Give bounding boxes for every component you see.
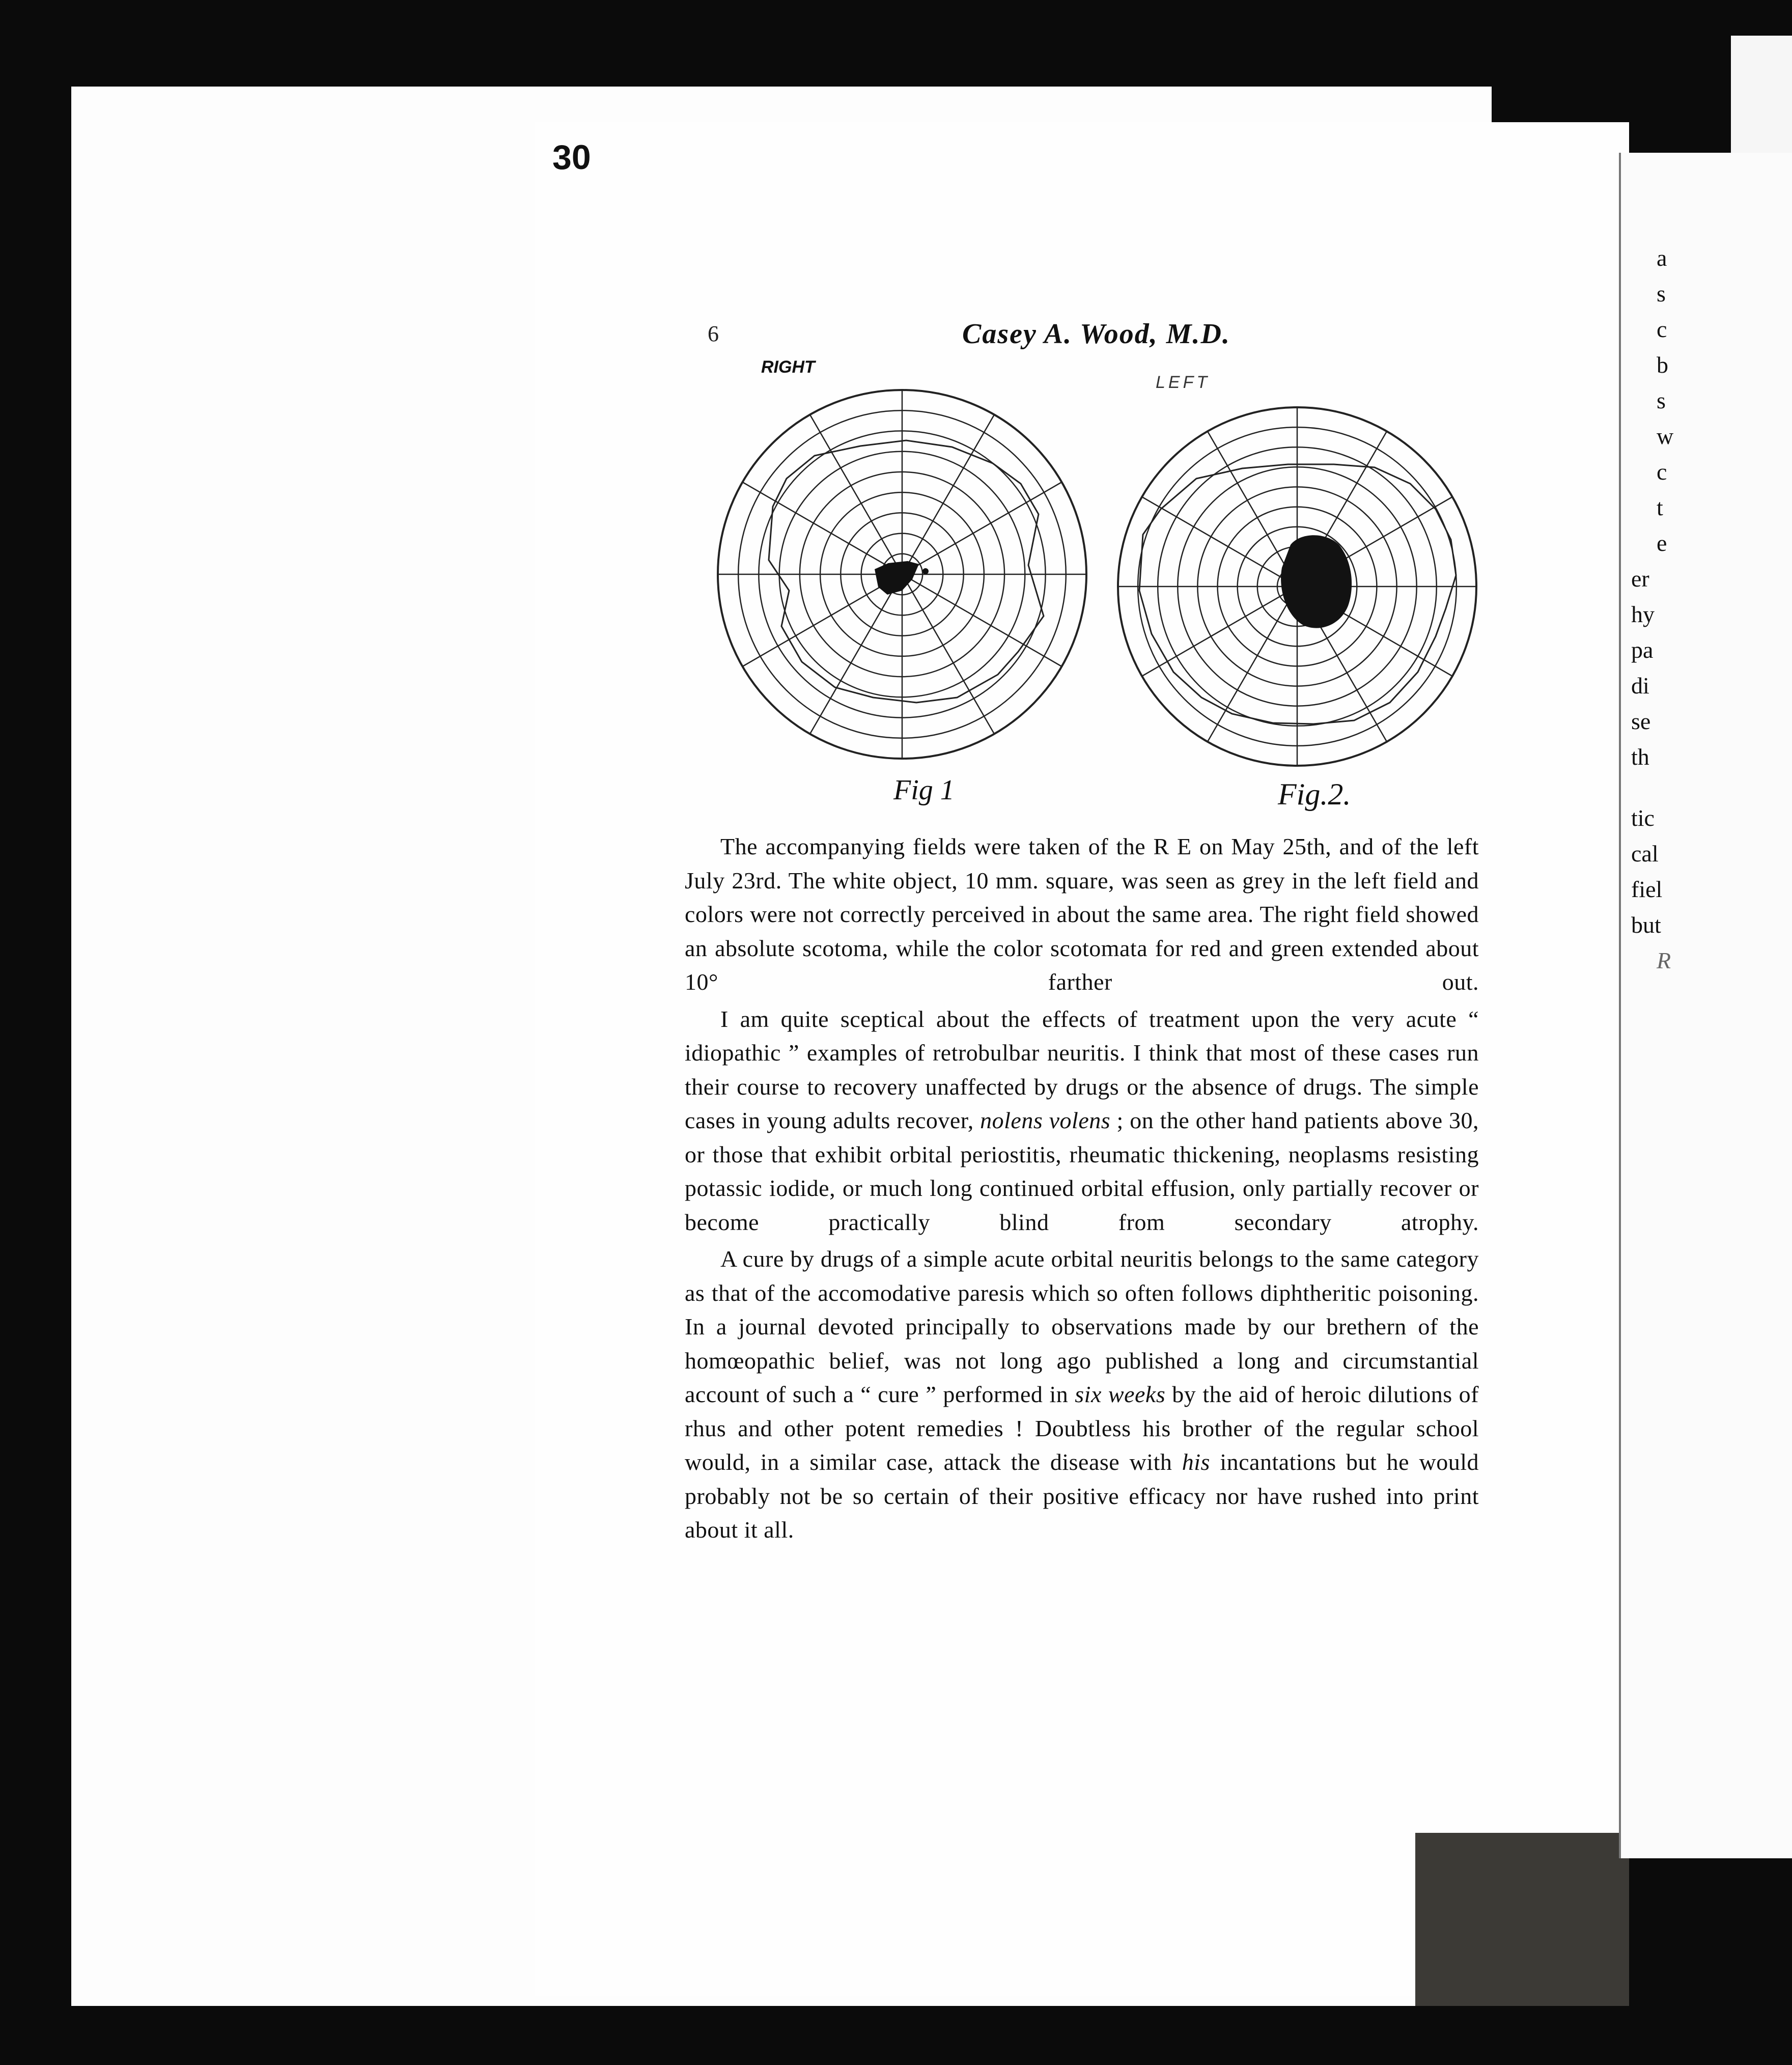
adjacent-page-fragment: er <box>1631 566 1649 592</box>
right-scotoma <box>875 561 919 595</box>
adjacent-page-fragment: a <box>1657 245 1667 271</box>
adjacent-page-fragment: R <box>1657 947 1671 973</box>
fig1-caption: Fig 1 <box>893 774 955 806</box>
paragraph-1: The accompanying fields were taken of the R E on May 25th, and of the left July 23rd. The white object, 10 mm. square, was seen as grey in the left field and colors were not correctly perceived in about the same area. The right field showed an absolute scotoma, while the color scotomata for red and green extended about 10° farther out. <box>685 833 1479 995</box>
adjacent-page-fragment: t <box>1657 494 1663 520</box>
adjacent-page-fragment: w <box>1657 423 1674 449</box>
adjacent-page-fragment: pa <box>1631 637 1654 663</box>
header-author: Casey A. Wood, M.D. <box>962 318 1230 350</box>
adjacent-page-fragment: c <box>1657 316 1667 342</box>
adjacent-page-fragment: tic <box>1631 805 1655 831</box>
adjacent-page-fragment: hy <box>1631 601 1655 627</box>
left-scotoma <box>1281 535 1352 628</box>
adjacent-page-fragment: s <box>1657 281 1666 306</box>
adjacent-page-fragment: b <box>1657 352 1668 378</box>
page-corner-strip <box>1731 36 1792 153</box>
adjacent-page-fragment: se <box>1631 708 1651 734</box>
fixation-dot <box>922 568 929 574</box>
book-binding <box>1415 1833 1629 2006</box>
emphasis-his: his <box>1182 1449 1210 1475</box>
paragraph-3: A cure by drugs of a simple acute orbital neuritis belongs to the same category as that of the accomodative paresis which so often follows diphtheritic poisoning. In a journal devoted principally to observations made by our brethern of the homœopathic belief, was not long ago published a long and circumstantial account of such a “ cure ” performed in six weeks by the aid of heroic dilutions of rhus and other potent remedies ! Doubtless his brother of the regular school would, in a similar case, attack the disease with his incantations but he would probably not be so certain of their positive efficacy nor have rushed into print about it all. <box>685 1246 1479 1543</box>
adjacent-page-fragment: di <box>1631 673 1649 699</box>
adjacent-page-fragment: c <box>1657 459 1667 485</box>
latin-phrase: nolens volens <box>980 1107 1111 1133</box>
visual-field-charts <box>713 351 1507 820</box>
paragraph-2: I am quite sceptical about the effects of treatment upon the very acute “ idiopathic ” examples of retrobulbar neuritis. I think that most of these cases run their course to recovery unaffected by drugs or the absence of drugs. The simple cases in young adults recover, nolens volens ; on the other hand patients above 30, or those that exhibit orbital periostitis, rheumatic thickening, neoplasms resisting potassic iodide, or much long continued orbital effusion, only partially recover or become practically blind from secondary atrophy. <box>685 1006 1479 1235</box>
adjacent-page <box>1619 153 1792 1858</box>
right-eye-label: RIGHT <box>761 357 815 377</box>
fig2-caption: Fig.2. <box>1278 777 1351 811</box>
adjacent-page-fragment: cal <box>1631 841 1659 867</box>
page-number: 30 <box>552 138 591 177</box>
body-text <box>685 830 1479 1550</box>
folio-number: 6 <box>708 321 719 346</box>
adjacent-page-fragment: s <box>1657 387 1666 413</box>
adjacent-page-fragment: e <box>1657 530 1667 556</box>
adjacent-page-fragment: fiel <box>1631 876 1663 902</box>
adjacent-page-fragment: th <box>1631 744 1649 770</box>
adjacent-page-fragment: but <box>1631 912 1661 938</box>
left-eye-label: LEFT <box>1156 373 1211 392</box>
emphasis-six-weeks: six weeks <box>1075 1381 1166 1407</box>
visual-field-figures <box>713 351 1507 820</box>
